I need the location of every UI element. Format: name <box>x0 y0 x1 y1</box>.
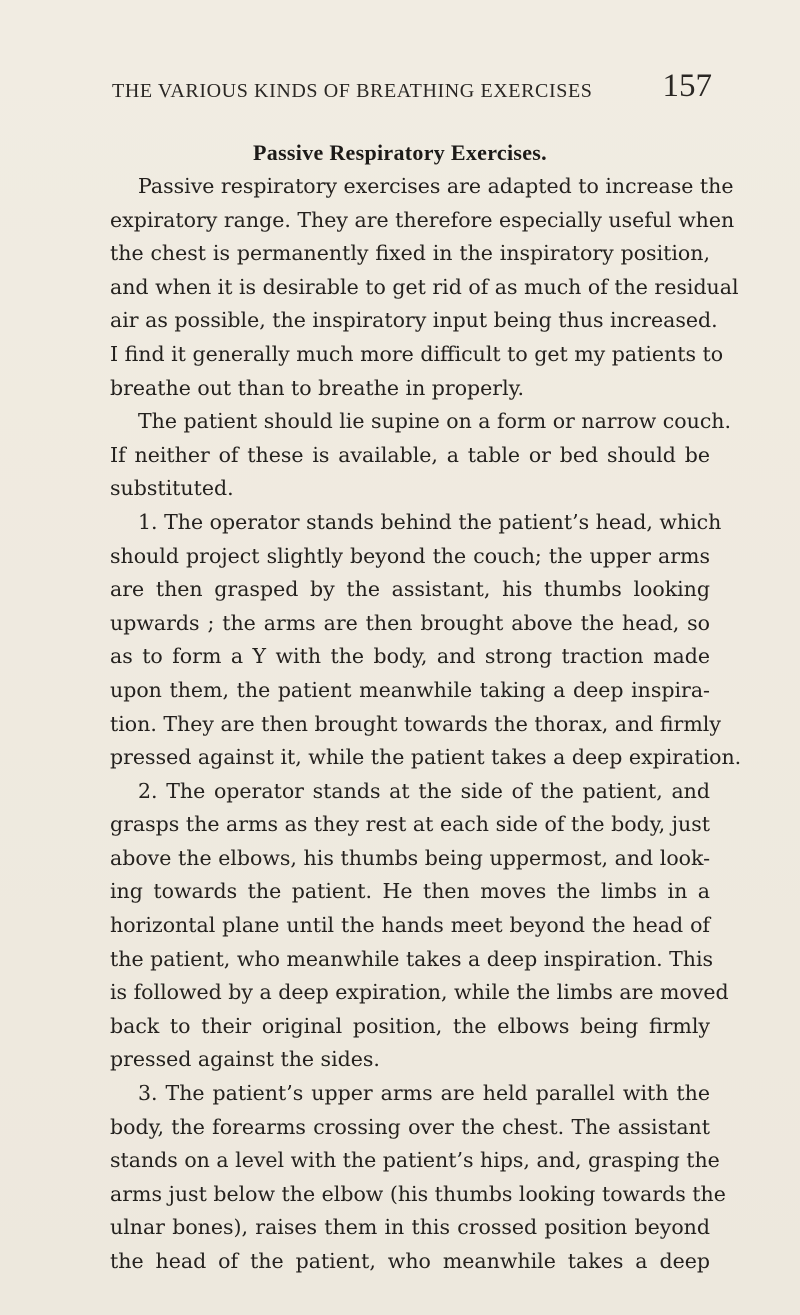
body-text <box>110 170 742 1279</box>
text-line: the head of the patient, who meanwhile takes a deep <box>110 1249 710 1273</box>
text-line: should project slightly beyond the couch; the upper arms <box>110 543 710 568</box>
text-line: above the elbows, his thumbs being uppermost, and look- <box>110 845 710 870</box>
running-head <box>112 66 712 106</box>
text-line: grasps the arms as they rest at each side of the body, just <box>110 812 710 837</box>
text-line: 1. The operator stands behind the patient’s head, which <box>138 509 722 534</box>
text-line: If neither of these is available, a table or bed should be <box>110 442 710 467</box>
text-line: pressed against it, while the patient takes a deep expiration. <box>110 745 742 770</box>
text-line: stands on a level with the patient’s hips, and, grasping the <box>110 1148 720 1173</box>
text-line: tion. They are then brought towards the thorax, and firmly <box>110 711 721 736</box>
text-line: air as possible, the inspiratory input being thus increased. <box>110 308 718 333</box>
text-line: breathe out than to breathe in properly. <box>110 375 525 400</box>
text-line: substituted. <box>110 476 234 501</box>
text-line: ulnar bones), raises them in this crossed position beyond <box>110 1215 710 1240</box>
text-line: back to their original position, the elbows being firmly <box>110 1013 710 1038</box>
text-line: is followed by a deep expiration, while the limbs are moved <box>110 980 729 1005</box>
text-line: the patient, who meanwhile takes a deep inspiration. This <box>110 946 714 971</box>
text-line: are then grasped by the assistant, his thumbs looking <box>110 577 710 602</box>
text-line: ing towards the patient. He then moves the limbs in a <box>110 879 710 904</box>
text-line: the chest is permanently fixed in the inspiratory position, <box>110 241 710 266</box>
text-line: upwards ; the arms are then brought above the head, so <box>110 610 710 635</box>
text-line: arms just below the elbow (his thumbs looking towards the <box>110 1181 726 1206</box>
text-line: The patient should lie supine on a form or narrow couch. <box>138 409 732 434</box>
text-line: expiratory range. They are therefore especially useful when <box>110 207 735 232</box>
text-line: upon them, the patient meanwhile taking a deep inspira- <box>110 677 710 702</box>
text-line: Passive respiratory exercises are adapted to increase the <box>138 174 734 198</box>
section-heading: Passive Respiratory Exercises. <box>253 140 547 165</box>
text-line: and when it is desirable to get rid of as much of the residual <box>110 274 739 299</box>
text-line: body, the forearms crossing over the chest. The assistant <box>110 1114 710 1139</box>
text-line: as to form a Y with the body, and strong traction made <box>110 644 710 669</box>
text-line: horizontal plane until the hands meet beyond the head of <box>110 913 710 938</box>
text-line: pressed against the sides. <box>110 1047 380 1072</box>
text-line: I find it generally much more difficult to get my patients to <box>110 341 724 366</box>
text-line: 2. The operator stands at the side of the patient, and <box>138 778 710 803</box>
page-number: 157 <box>662 68 712 104</box>
text-line: 3. The patient’s upper arms are held parallel with the <box>138 1081 710 1106</box>
running-head-title: THE VARIOUS KINDS OF BREATHING EXERCISES <box>112 80 593 102</box>
